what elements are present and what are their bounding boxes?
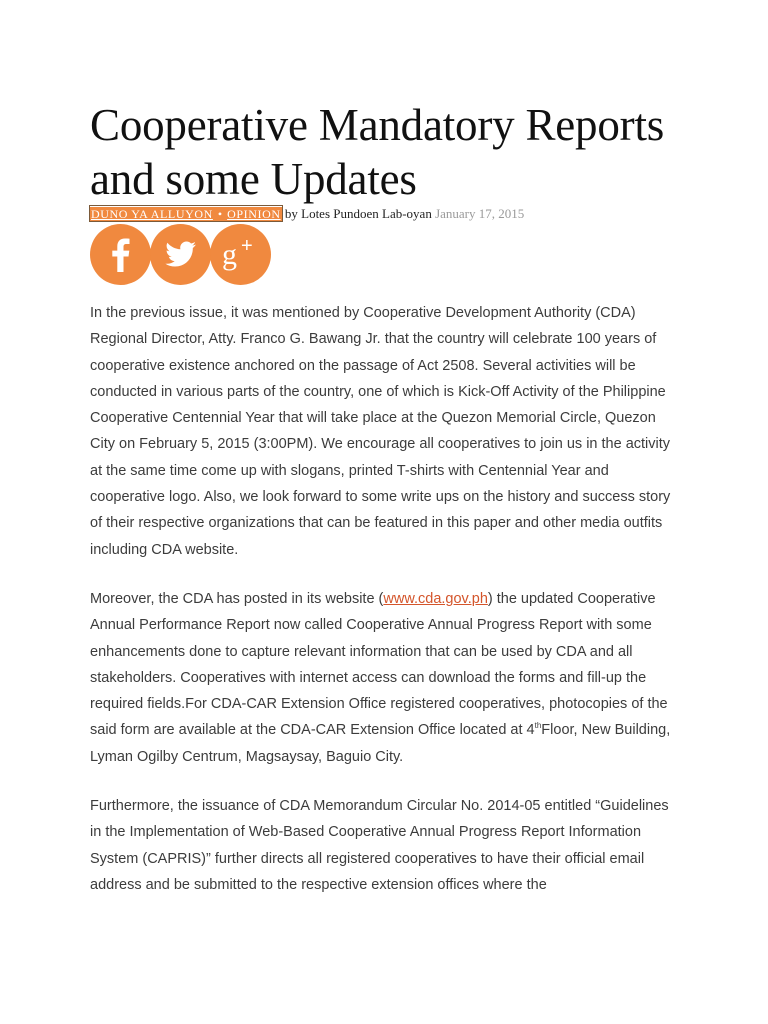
paragraph-2-intro: Moreover, the CDA has posted in its website ( bbox=[90, 590, 384, 607]
category-separator: • bbox=[217, 207, 223, 221]
google-plus-share-button[interactable] bbox=[210, 224, 271, 285]
paragraph-3: Furthermore, the issuance of CDA Memorandum Circular No. 2014-05 entitled “Guidelines in the Implementation of Web-Based Cooperative Annual Progress Report Information System (CAPRIS)” further directs all registered cooperatives to have their official email address and be submitted to the respective extension offices where the bbox=[90, 798, 669, 893]
paragraph-2-end: Floor, New Building, Lyman Ogilby Centrum, Magsaysay, Baguio City. bbox=[90, 722, 671, 765]
twitter-share-button[interactable] bbox=[150, 224, 211, 285]
twitter-icon bbox=[150, 224, 211, 285]
cda-website-link[interactable]: www.cda.gov.ph bbox=[383, 590, 488, 607]
byline-prefix: by bbox=[284, 206, 298, 221]
publish-date: January 17, 2015 bbox=[435, 206, 525, 221]
article-meta bbox=[90, 205, 690, 223]
article-body bbox=[90, 300, 680, 921]
facebook-icon bbox=[90, 224, 151, 285]
facebook-share-button[interactable] bbox=[90, 224, 151, 285]
ordinal-suffix: th bbox=[534, 721, 542, 731]
author-name: Lotes Pundoen Lab-oyan bbox=[301, 206, 432, 221]
paragraph-2-body: ) the updated Cooperative Annual Performance Report now called Cooperative Annual Progress Report with some enhancements done to capture relevant information that can be used by CDA and all stakeholders. Cooperatives with internet access can download the forms and fill-up the required fields.For CDA-CAR Extension Office registered cooperatives, photocopies of the said form are available at the CDA-CAR Extension Office located at 4 bbox=[90, 590, 668, 739]
category-links bbox=[90, 206, 282, 221]
paragraph-1: In the previous issue, it was mentioned by Cooperative Development Authority (CDA) Regional Director, Atty. Franco G. Bawang Jr. that the country will celebrate 100 years of cooperative existence anchored on the passage of Act 2508. Several activities will be conducted in various parts of the country, one of which is Kick-Off Activity of the Philippine Cooperative Centennial Year that will take place at the Quezon Memorial Circle, Quezon City on February 5, 2015 (3:00PM). We encourage all cooperatives to join us in the activity at the same time come up with slogans, printed T-shirts with Centennial Year and cooperative logo. Also, we look forward to some write ups on the history and success story of their respective organizations that can be featured in this paper and other media outfits including CDA website. bbox=[90, 305, 671, 558]
category-link-duno-ya-alluyon[interactable]: DUNO YA ALLUYON bbox=[91, 207, 213, 221]
svg-text:+: + bbox=[241, 235, 253, 257]
category-link-opinion[interactable]: OPINION bbox=[227, 207, 281, 221]
google-plus-icon bbox=[210, 224, 271, 285]
article-title: Cooperative Mandatory Reports and some Updates bbox=[90, 100, 665, 204]
byline bbox=[285, 206, 432, 221]
svg-text:g: g bbox=[222, 238, 237, 271]
paragraph-2 bbox=[90, 586, 680, 770]
